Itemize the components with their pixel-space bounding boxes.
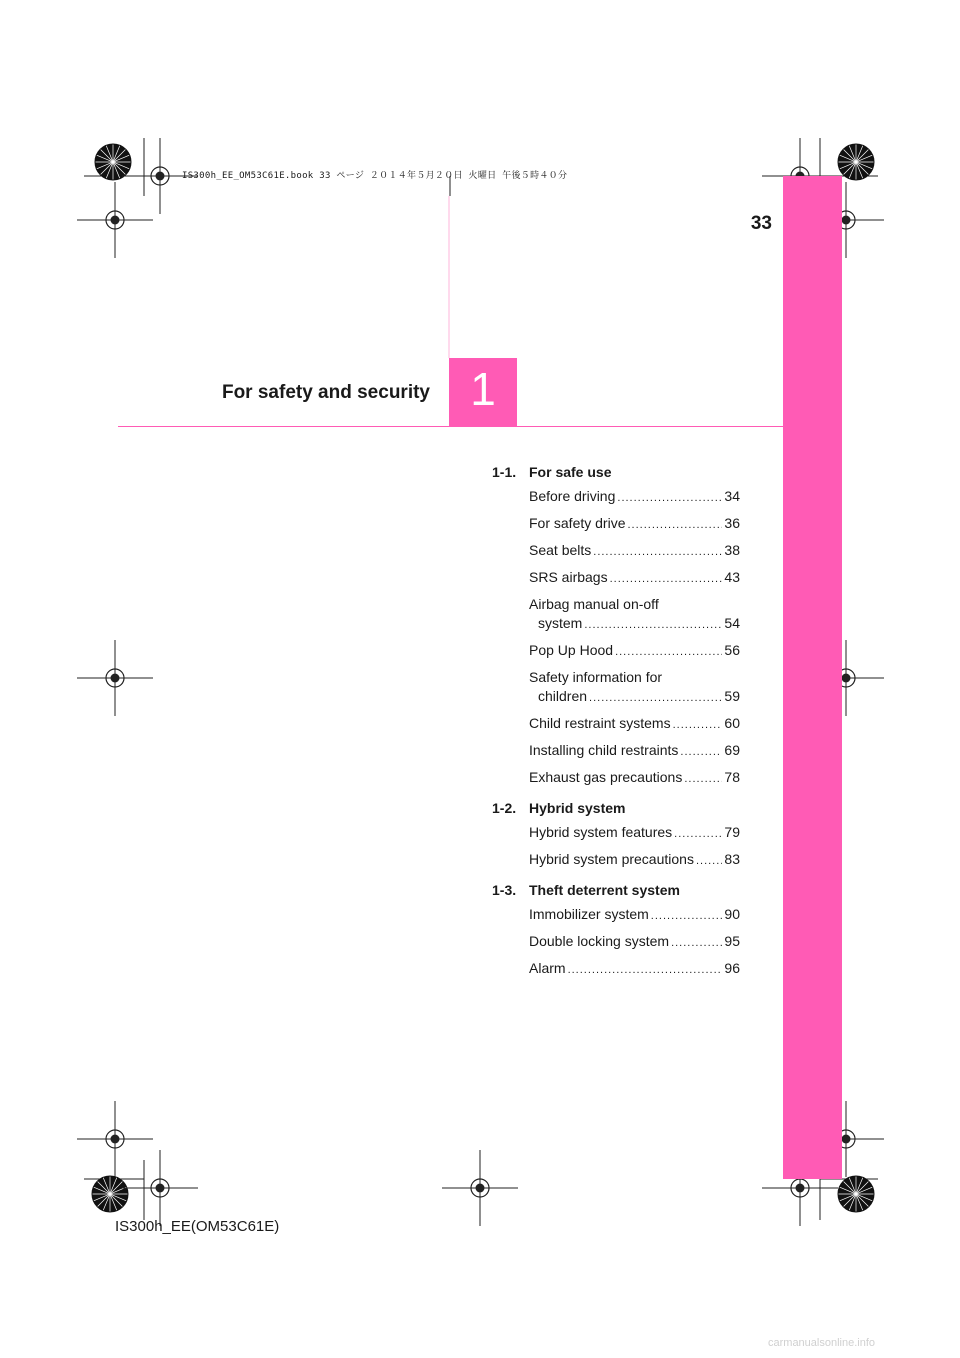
toc-section-number: 1-1. (492, 464, 517, 480)
toc-section-title: Theft deterrent system (529, 882, 680, 898)
watermark: carmanualsonline.info (768, 1337, 876, 1349)
toc-entry[interactable] (529, 565, 740, 592)
toc-entry-page: 60 (724, 715, 740, 731)
toc-entry-label: Child restraint systems (529, 715, 671, 731)
toc-entry-label: Pop Up Hood (529, 642, 614, 658)
toc-entry[interactable] (529, 484, 740, 511)
toc-entry-label: For safety drive (529, 515, 626, 531)
registration-starburst-icon (92, 1176, 128, 1212)
toc-section (492, 878, 740, 983)
dot-leader (610, 570, 723, 589)
toc-section-heading[interactable] (492, 460, 740, 484)
toc-entry[interactable] (529, 765, 740, 792)
toc-entry[interactable] (529, 711, 740, 738)
toc-entry-label: Hybrid system features (529, 824, 673, 840)
toc-entry-page: 83 (724, 851, 740, 867)
toc-section-heading[interactable] (492, 796, 740, 820)
registration-starburst-icon (838, 1176, 874, 1212)
toc-section-title: Hybrid system (529, 800, 626, 816)
header-rule (118, 426, 783, 427)
dot-leader (680, 743, 722, 762)
crosshair-icon (77, 1101, 153, 1177)
toc-entry-label: Installing child restraints (529, 742, 679, 758)
chapter-side-tab (783, 176, 842, 1179)
dot-leader (589, 689, 722, 708)
toc-entry-page: 90 (724, 906, 740, 922)
page-number: 33 (750, 213, 772, 234)
toc-entry-label: SRS airbags (529, 569, 608, 585)
dot-leader (568, 961, 723, 980)
crosshair-icon (77, 182, 153, 258)
toc-entry-page: 38 (724, 542, 740, 558)
toc-entry-label: Exhaust gas precautions (529, 769, 683, 785)
crosshair-icon (122, 1150, 198, 1226)
toc-entry[interactable] (529, 902, 740, 929)
table-of-contents (492, 460, 740, 987)
toc-entry[interactable] (529, 538, 740, 565)
toc-entry[interactable] (529, 511, 740, 538)
chapter-title: For safety and security (221, 382, 430, 403)
toc-entry-label: Double locking system (529, 933, 670, 949)
toc-entry-page: 59 (724, 688, 740, 704)
toc-entry[interactable] (529, 956, 740, 983)
toc-section-number: 1-3. (492, 882, 517, 898)
toc-entry[interactable] (529, 847, 740, 874)
dot-leader (617, 489, 722, 508)
toc-entry-label: Airbag manual on-off (529, 596, 659, 612)
toc-entry-page: 54 (724, 615, 740, 631)
dot-leader (673, 716, 723, 735)
toc-section-number: 1-2. (492, 800, 517, 816)
toc-entry-label: Before driving (529, 488, 616, 504)
toc-entry-label: Alarm (529, 960, 566, 976)
dot-leader (684, 770, 722, 789)
dot-leader (584, 616, 722, 635)
toc-entry-label: Safety information for (529, 669, 663, 685)
dot-leader (671, 934, 722, 953)
toc-entry[interactable] (529, 638, 740, 665)
dot-leader (696, 852, 722, 871)
crosshair-icon (77, 640, 153, 716)
toc-entry-page: 69 (724, 742, 740, 758)
dot-leader (627, 516, 722, 535)
dot-leader (651, 907, 723, 926)
toc-section-title: For safe use (529, 464, 612, 480)
crosshair-icon (442, 1150, 518, 1226)
toc-section (492, 460, 740, 792)
toc-entry-label: Immobilizer system (529, 906, 649, 922)
toc-entry[interactable] (529, 665, 740, 711)
dot-leader (615, 643, 722, 662)
toc-entry-page: 43 (724, 569, 740, 585)
toc-entry-label: Seat belts (529, 542, 592, 558)
toc-entry-label: children (538, 688, 588, 704)
toc-entry-page: 79 (724, 824, 740, 840)
model-code: IS300h_EE(OM53C61E) (115, 1218, 280, 1235)
toc-entry[interactable] (529, 820, 740, 847)
registration-starburst-icon (838, 144, 874, 180)
toc-entry-label: Hybrid system precautions (529, 851, 694, 867)
dot-leader (674, 825, 722, 844)
chapter-number: 1 (470, 363, 496, 415)
dot-leader (593, 543, 722, 562)
toc-entry-page: 78 (724, 769, 740, 785)
toc-entry[interactable] (529, 929, 740, 956)
book-file-stamp: IS300h_EE_OM53C61E.book 33 ページ ２０１４年５月２０日 火曜日 午後５時４０分 (182, 171, 568, 181)
toc-entry-page: 95 (724, 933, 740, 949)
toc-entry-page: 36 (724, 515, 740, 531)
toc-entry-page: 34 (724, 488, 740, 504)
toc-entry[interactable] (529, 738, 740, 765)
toc-entry-label: system (538, 615, 583, 631)
toc-entry-page: 56 (724, 642, 740, 658)
toc-entry[interactable] (529, 592, 740, 638)
registration-starburst-icon (95, 144, 131, 180)
toc-section (492, 796, 740, 874)
toc-section-heading[interactable] (492, 878, 740, 902)
toc-entry-page: 96 (724, 960, 740, 976)
